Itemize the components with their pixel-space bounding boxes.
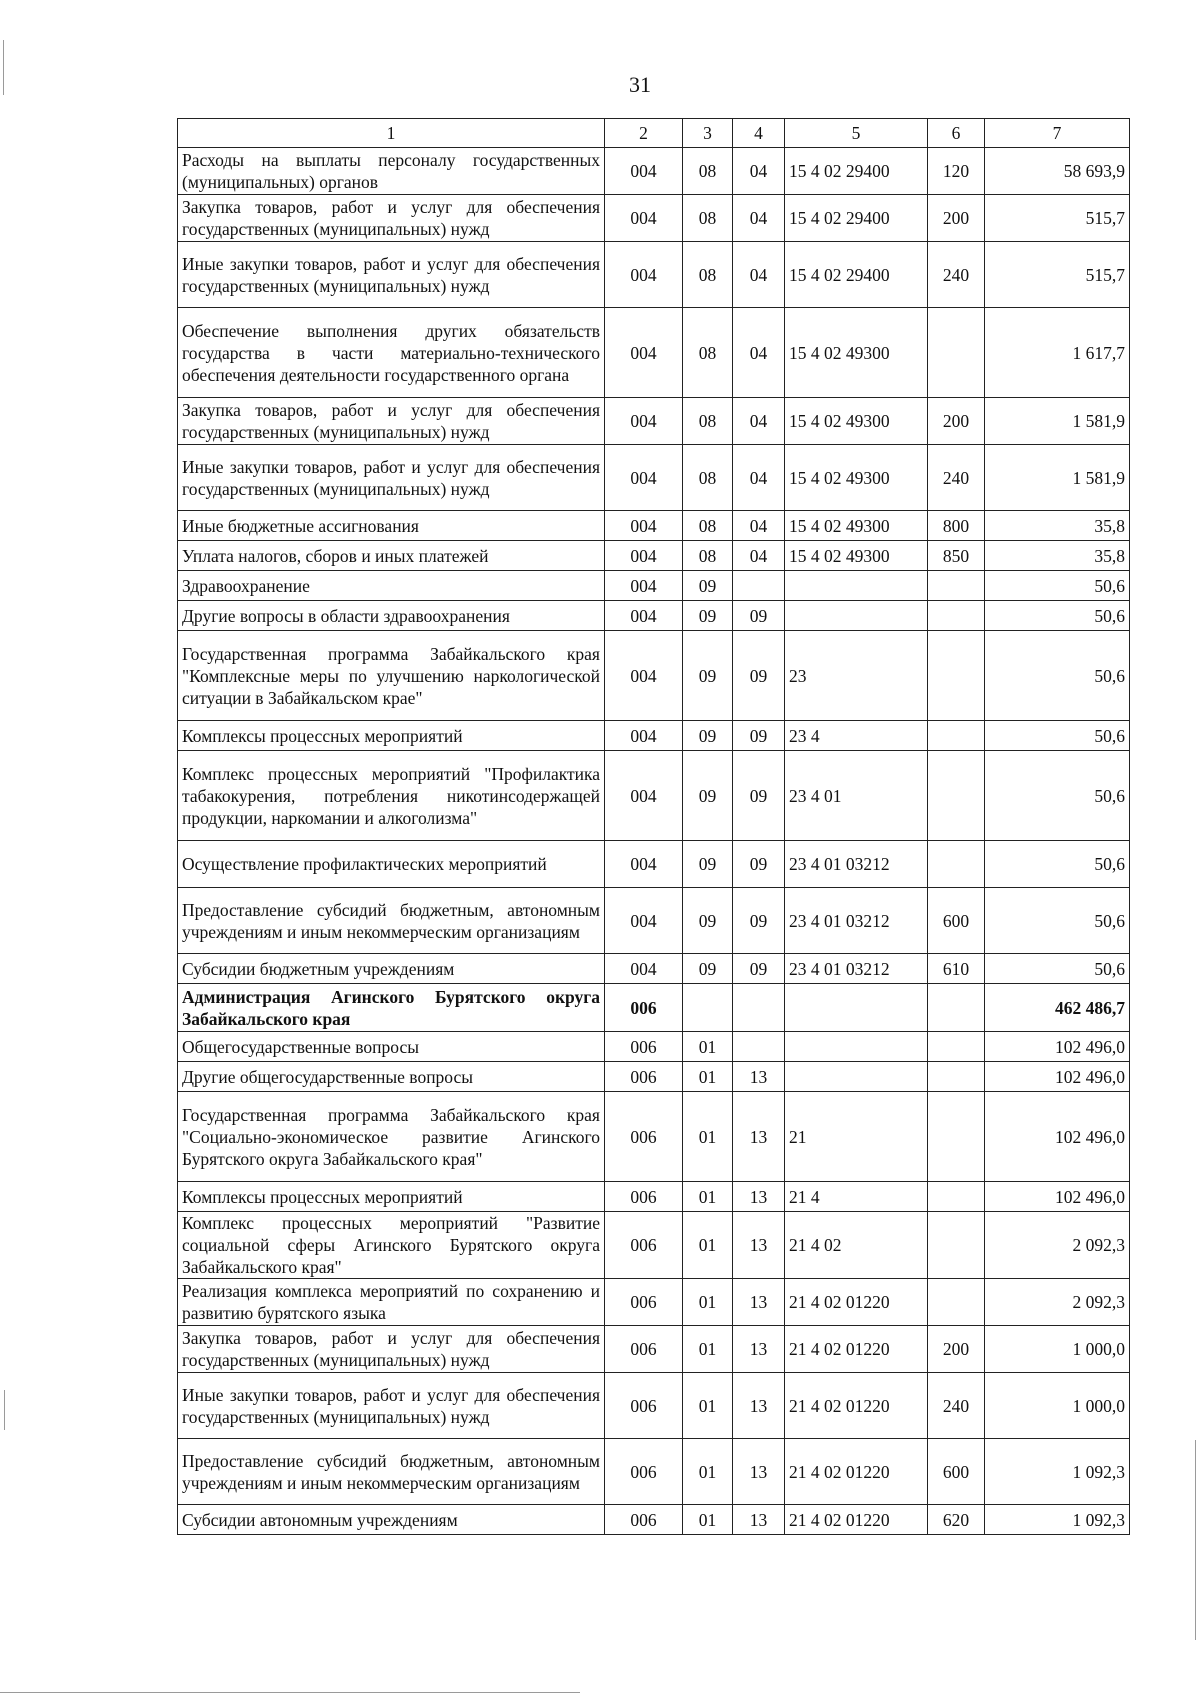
cell-subsection: 09 bbox=[733, 888, 785, 954]
scan-edge-mark-left-lower bbox=[4, 1390, 5, 1430]
cell-target-code bbox=[785, 571, 928, 601]
cell-expense-type: 850 bbox=[928, 541, 985, 571]
cell-subsection bbox=[733, 571, 785, 601]
cell-admin-code: 006 bbox=[605, 1212, 683, 1279]
cell-expense-type: 240 bbox=[928, 242, 985, 308]
cell-target-code: 23 bbox=[785, 631, 928, 721]
cell-subsection: 13 bbox=[733, 1326, 785, 1373]
cell-name: Закупка товаров, работ и услуг для обеспечения государственных (муниципальных) нужд bbox=[178, 195, 605, 242]
cell-name: Субсидии бюджетным учреждениям bbox=[178, 954, 605, 984]
cell-section: 01 bbox=[683, 1279, 733, 1326]
cell-admin-code: 004 bbox=[605, 888, 683, 954]
cell-subsection: 13 bbox=[733, 1062, 785, 1092]
cell-name: Осуществление профилактических мероприятий bbox=[178, 841, 605, 888]
cell-amount: 35,8 bbox=[985, 511, 1130, 541]
cell-expense-type: 200 bbox=[928, 398, 985, 445]
cell-target-code: 21 4 02 01220 bbox=[785, 1326, 928, 1373]
cell-admin-code: 006 bbox=[605, 1062, 683, 1092]
cell-expense-type: 610 bbox=[928, 954, 985, 984]
cell-target-code: 21 4 02 01220 bbox=[785, 1373, 928, 1439]
cell-amount: 2 092,3 bbox=[985, 1279, 1130, 1326]
cell-subsection: 04 bbox=[733, 195, 785, 242]
table-row bbox=[178, 984, 1130, 1032]
cell-name: Иные закупки товаров, работ и услуг для обеспечения государственных (муниципальных) нужд bbox=[178, 445, 605, 511]
cell-section: 09 bbox=[683, 631, 733, 721]
cell-amount: 1 000,0 bbox=[985, 1373, 1130, 1439]
table-row bbox=[178, 1212, 1130, 1279]
table-row bbox=[178, 148, 1130, 195]
cell-admin-code: 006 bbox=[605, 1032, 683, 1062]
cell-section bbox=[683, 984, 733, 1032]
column-header: 3 bbox=[683, 119, 733, 148]
cell-admin-code: 004 bbox=[605, 308, 683, 398]
cell-section: 09 bbox=[683, 601, 733, 631]
cell-admin-code: 004 bbox=[605, 148, 683, 195]
cell-amount: 50,6 bbox=[985, 571, 1130, 601]
cell-expense-type: 240 bbox=[928, 1373, 985, 1439]
cell-target-code: 15 4 02 49300 bbox=[785, 445, 928, 511]
cell-target-code: 15 4 02 29400 bbox=[785, 242, 928, 308]
cell-amount: 102 496,0 bbox=[985, 1182, 1130, 1212]
cell-subsection bbox=[733, 984, 785, 1032]
cell-section: 01 bbox=[683, 1326, 733, 1373]
cell-name: Иные закупки товаров, работ и услуг для обеспечения государственных (муниципальных) нужд bbox=[178, 242, 605, 308]
cell-name: Государственная программа Забайкальского края "Социально-экономическое развитие Агинского Бурятского округа Забайкальского края" bbox=[178, 1092, 605, 1182]
cell-name: Уплата налогов, сборов и иных платежей bbox=[178, 541, 605, 571]
cell-target-code: 23 4 01 03212 bbox=[785, 954, 928, 984]
table-row bbox=[178, 511, 1130, 541]
cell-name: Администрация Агинского Бурятского округа Забайкальского края bbox=[178, 984, 605, 1032]
cell-expense-type bbox=[928, 571, 985, 601]
cell-name: Другие общегосударственные вопросы bbox=[178, 1062, 605, 1092]
cell-expense-type: 120 bbox=[928, 148, 985, 195]
table-row bbox=[178, 751, 1130, 841]
cell-name: Иные бюджетные ассигнования bbox=[178, 511, 605, 541]
cell-name: Здравоохранение bbox=[178, 571, 605, 601]
table-row bbox=[178, 1182, 1130, 1212]
cell-section: 09 bbox=[683, 751, 733, 841]
cell-section: 08 bbox=[683, 445, 733, 511]
cell-section: 01 bbox=[683, 1439, 733, 1505]
cell-expense-type bbox=[928, 1062, 985, 1092]
cell-expense-type: 600 bbox=[928, 1439, 985, 1505]
cell-target-code: 23 4 bbox=[785, 721, 928, 751]
cell-target-code bbox=[785, 1062, 928, 1092]
table-row bbox=[178, 601, 1130, 631]
cell-subsection: 04 bbox=[733, 148, 785, 195]
cell-amount: 50,6 bbox=[985, 721, 1130, 751]
cell-amount: 102 496,0 bbox=[985, 1032, 1130, 1062]
cell-section: 08 bbox=[683, 541, 733, 571]
table-row bbox=[178, 1326, 1130, 1373]
cell-target-code: 21 4 02 01220 bbox=[785, 1439, 928, 1505]
cell-admin-code: 004 bbox=[605, 398, 683, 445]
cell-expense-type bbox=[928, 984, 985, 1032]
cell-subsection: 09 bbox=[733, 954, 785, 984]
cell-target-code: 15 4 02 49300 bbox=[785, 398, 928, 445]
table-body bbox=[178, 148, 1130, 1535]
table-row bbox=[178, 1062, 1130, 1092]
cell-amount: 1 617,7 bbox=[985, 308, 1130, 398]
cell-admin-code: 006 bbox=[605, 984, 683, 1032]
table-row bbox=[178, 195, 1130, 242]
cell-section: 09 bbox=[683, 721, 733, 751]
table-row bbox=[178, 631, 1130, 721]
cell-target-code: 23 4 01 bbox=[785, 751, 928, 841]
cell-section: 08 bbox=[683, 242, 733, 308]
cell-section: 01 bbox=[683, 1212, 733, 1279]
cell-subsection: 13 bbox=[733, 1373, 785, 1439]
cell-subsection: 13 bbox=[733, 1182, 785, 1212]
cell-expense-type bbox=[928, 841, 985, 888]
cell-target-code bbox=[785, 601, 928, 631]
cell-target-code: 23 4 01 03212 bbox=[785, 841, 928, 888]
cell-admin-code: 006 bbox=[605, 1439, 683, 1505]
cell-amount: 50,6 bbox=[985, 954, 1130, 984]
cell-admin-code: 004 bbox=[605, 242, 683, 308]
cell-subsection: 09 bbox=[733, 601, 785, 631]
cell-amount: 102 496,0 bbox=[985, 1062, 1130, 1092]
cell-name: Закупка товаров, работ и услуг для обеспечения государственных (муниципальных) нужд bbox=[178, 1326, 605, 1373]
cell-admin-code: 006 bbox=[605, 1279, 683, 1326]
cell-admin-code: 004 bbox=[605, 445, 683, 511]
cell-admin-code: 004 bbox=[605, 541, 683, 571]
scan-edge-mark-right bbox=[1195, 1440, 1196, 1640]
cell-section: 01 bbox=[683, 1505, 733, 1535]
cell-subsection: 04 bbox=[733, 541, 785, 571]
cell-amount: 50,6 bbox=[985, 888, 1130, 954]
cell-expense-type bbox=[928, 1032, 985, 1062]
cell-admin-code: 004 bbox=[605, 721, 683, 751]
cell-amount: 50,6 bbox=[985, 631, 1130, 721]
cell-expense-type: 200 bbox=[928, 195, 985, 242]
cell-amount: 1 581,9 bbox=[985, 445, 1130, 511]
table-row bbox=[178, 1439, 1130, 1505]
cell-amount: 35,8 bbox=[985, 541, 1130, 571]
cell-name: Иные закупки товаров, работ и услуг для обеспечения государственных (муниципальных) нужд bbox=[178, 1373, 605, 1439]
cell-subsection: 13 bbox=[733, 1092, 785, 1182]
cell-expense-type: 600 bbox=[928, 888, 985, 954]
cell-target-code: 21 bbox=[785, 1092, 928, 1182]
cell-name: Комплекс процессных мероприятий "Профилактика табакокурения, потребления никотинсодержащей продукции, наркомании и алкоголизма" bbox=[178, 751, 605, 841]
cell-target-code: 21 4 02 01220 bbox=[785, 1505, 928, 1535]
cell-expense-type: 240 bbox=[928, 445, 985, 511]
table-row bbox=[178, 308, 1130, 398]
cell-name: Закупка товаров, работ и услуг для обеспечения государственных (муниципальных) нужд bbox=[178, 398, 605, 445]
cell-target-code bbox=[785, 1032, 928, 1062]
cell-target-code bbox=[785, 984, 928, 1032]
cell-target-code: 21 4 02 01220 bbox=[785, 1279, 928, 1326]
cell-expense-type bbox=[928, 601, 985, 631]
cell-admin-code: 006 bbox=[605, 1373, 683, 1439]
cell-subsection: 09 bbox=[733, 631, 785, 721]
table-row bbox=[178, 1279, 1130, 1326]
cell-amount: 58 693,9 bbox=[985, 148, 1130, 195]
column-header: 1 bbox=[178, 119, 605, 148]
cell-name: Государственная программа Забайкальского края "Комплексные меры по улучшению наркологической ситуации в Забайкальском крае" bbox=[178, 631, 605, 721]
cell-target-code: 15 4 02 49300 bbox=[785, 541, 928, 571]
cell-subsection: 04 bbox=[733, 445, 785, 511]
cell-section: 01 bbox=[683, 1182, 733, 1212]
cell-amount: 1 092,3 bbox=[985, 1439, 1130, 1505]
table-row bbox=[178, 841, 1130, 888]
column-header: 4 bbox=[733, 119, 785, 148]
cell-amount: 102 496,0 bbox=[985, 1092, 1130, 1182]
table-row bbox=[178, 954, 1130, 984]
cell-admin-code: 004 bbox=[605, 841, 683, 888]
cell-subsection: 04 bbox=[733, 398, 785, 445]
cell-section: 08 bbox=[683, 148, 733, 195]
table-row bbox=[178, 1092, 1130, 1182]
cell-subsection: 13 bbox=[733, 1505, 785, 1535]
cell-name: Субсидии автономным учреждениям bbox=[178, 1505, 605, 1535]
column-header: 2 bbox=[605, 119, 683, 148]
cell-section: 01 bbox=[683, 1373, 733, 1439]
cell-section: 01 bbox=[683, 1032, 733, 1062]
cell-target-code: 23 4 01 03212 bbox=[785, 888, 928, 954]
cell-expense-type bbox=[928, 1182, 985, 1212]
table-row bbox=[178, 1373, 1130, 1439]
cell-section: 08 bbox=[683, 511, 733, 541]
cell-section: 09 bbox=[683, 841, 733, 888]
cell-admin-code: 006 bbox=[605, 1326, 683, 1373]
cell-subsection: 13 bbox=[733, 1279, 785, 1326]
table-row bbox=[178, 1505, 1130, 1535]
table-row bbox=[178, 445, 1130, 511]
cell-expense-type: 620 bbox=[928, 1505, 985, 1535]
cell-name: Предоставление субсидий бюджетным, автономным учреждениям и иным некоммерческим организациям bbox=[178, 1439, 605, 1505]
cell-target-code: 21 4 02 bbox=[785, 1212, 928, 1279]
cell-expense-type bbox=[928, 1279, 985, 1326]
cell-subsection: 04 bbox=[733, 242, 785, 308]
cell-admin-code: 006 bbox=[605, 1182, 683, 1212]
table-row bbox=[178, 398, 1130, 445]
cell-admin-code: 004 bbox=[605, 571, 683, 601]
cell-section: 01 bbox=[683, 1092, 733, 1182]
cell-section: 09 bbox=[683, 571, 733, 601]
cell-amount: 515,7 bbox=[985, 242, 1130, 308]
cell-amount: 1 581,9 bbox=[985, 398, 1130, 445]
cell-target-code: 15 4 02 49300 bbox=[785, 511, 928, 541]
table-header-row bbox=[178, 119, 1130, 148]
cell-name: Комплексы процессных мероприятий bbox=[178, 721, 605, 751]
cell-subsection: 04 bbox=[733, 511, 785, 541]
cell-name: Общегосударственные вопросы bbox=[178, 1032, 605, 1062]
cell-expense-type bbox=[928, 308, 985, 398]
table-row bbox=[178, 571, 1130, 601]
cell-target-code: 15 4 02 29400 bbox=[785, 148, 928, 195]
cell-amount: 1 092,3 bbox=[985, 1505, 1130, 1535]
budget-table bbox=[177, 118, 1130, 1535]
cell-subsection: 09 bbox=[733, 841, 785, 888]
cell-expense-type bbox=[928, 721, 985, 751]
cell-section: 08 bbox=[683, 195, 733, 242]
table-row bbox=[178, 541, 1130, 571]
cell-name: Другие вопросы в области здравоохранения bbox=[178, 601, 605, 631]
cell-amount: 1 000,0 bbox=[985, 1326, 1130, 1373]
cell-admin-code: 004 bbox=[605, 751, 683, 841]
column-header: 6 bbox=[928, 119, 985, 148]
cell-expense-type bbox=[928, 631, 985, 721]
table-row bbox=[178, 242, 1130, 308]
cell-section: 01 bbox=[683, 1062, 733, 1092]
table-row bbox=[178, 721, 1130, 751]
cell-target-code: 21 4 bbox=[785, 1182, 928, 1212]
cell-subsection: 09 bbox=[733, 751, 785, 841]
page-number: 31 bbox=[629, 72, 651, 97]
cell-admin-code: 004 bbox=[605, 631, 683, 721]
cell-admin-code: 006 bbox=[605, 1505, 683, 1535]
cell-subsection bbox=[733, 1032, 785, 1062]
cell-subsection: 13 bbox=[733, 1212, 785, 1279]
table-row bbox=[178, 1032, 1130, 1062]
cell-amount: 50,6 bbox=[985, 601, 1130, 631]
column-header: 5 bbox=[785, 119, 928, 148]
cell-name: Комплекс процессных мероприятий "Развитие социальной сферы Агинского Бурятского округа Забайкальского края" bbox=[178, 1212, 605, 1279]
cell-expense-type: 200 bbox=[928, 1326, 985, 1373]
cell-subsection: 13 bbox=[733, 1439, 785, 1505]
cell-section: 09 bbox=[683, 888, 733, 954]
cell-section: 08 bbox=[683, 398, 733, 445]
column-header: 7 bbox=[985, 119, 1130, 148]
cell-target-code: 15 4 02 29400 bbox=[785, 195, 928, 242]
cell-admin-code: 004 bbox=[605, 954, 683, 984]
cell-amount: 462 486,7 bbox=[985, 984, 1130, 1032]
cell-subsection: 04 bbox=[733, 308, 785, 398]
table-row bbox=[178, 888, 1130, 954]
scan-edge-mark-bottom bbox=[0, 1692, 580, 1693]
cell-amount: 50,6 bbox=[985, 841, 1130, 888]
cell-target-code: 15 4 02 49300 bbox=[785, 308, 928, 398]
cell-admin-code: 004 bbox=[605, 195, 683, 242]
cell-expense-type bbox=[928, 1212, 985, 1279]
cell-section: 09 bbox=[683, 954, 733, 984]
cell-section: 08 bbox=[683, 308, 733, 398]
cell-name: Расходы на выплаты персоналу государственных (муниципальных) органов bbox=[178, 148, 605, 195]
cell-name: Предоставление субсидий бюджетным, автономным учреждениям и иным некоммерческим организациям bbox=[178, 888, 605, 954]
cell-expense-type bbox=[928, 751, 985, 841]
cell-name: Обеспечение выполнения других обязательств государства в части материально-технического обеспечения деятельности государственного органа bbox=[178, 308, 605, 398]
cell-expense-type: 800 bbox=[928, 511, 985, 541]
cell-name: Комплексы процессных мероприятий bbox=[178, 1182, 605, 1212]
cell-subsection: 09 bbox=[733, 721, 785, 751]
cell-amount: 2 092,3 bbox=[985, 1212, 1130, 1279]
cell-admin-code: 004 bbox=[605, 601, 683, 631]
cell-expense-type bbox=[928, 1092, 985, 1182]
cell-amount: 50,6 bbox=[985, 751, 1130, 841]
cell-admin-code: 006 bbox=[605, 1092, 683, 1182]
cell-admin-code: 004 bbox=[605, 511, 683, 541]
cell-amount: 515,7 bbox=[985, 195, 1130, 242]
cell-name: Реализация комплекса мероприятий по сохранению и развитию бурятского языка bbox=[178, 1279, 605, 1326]
